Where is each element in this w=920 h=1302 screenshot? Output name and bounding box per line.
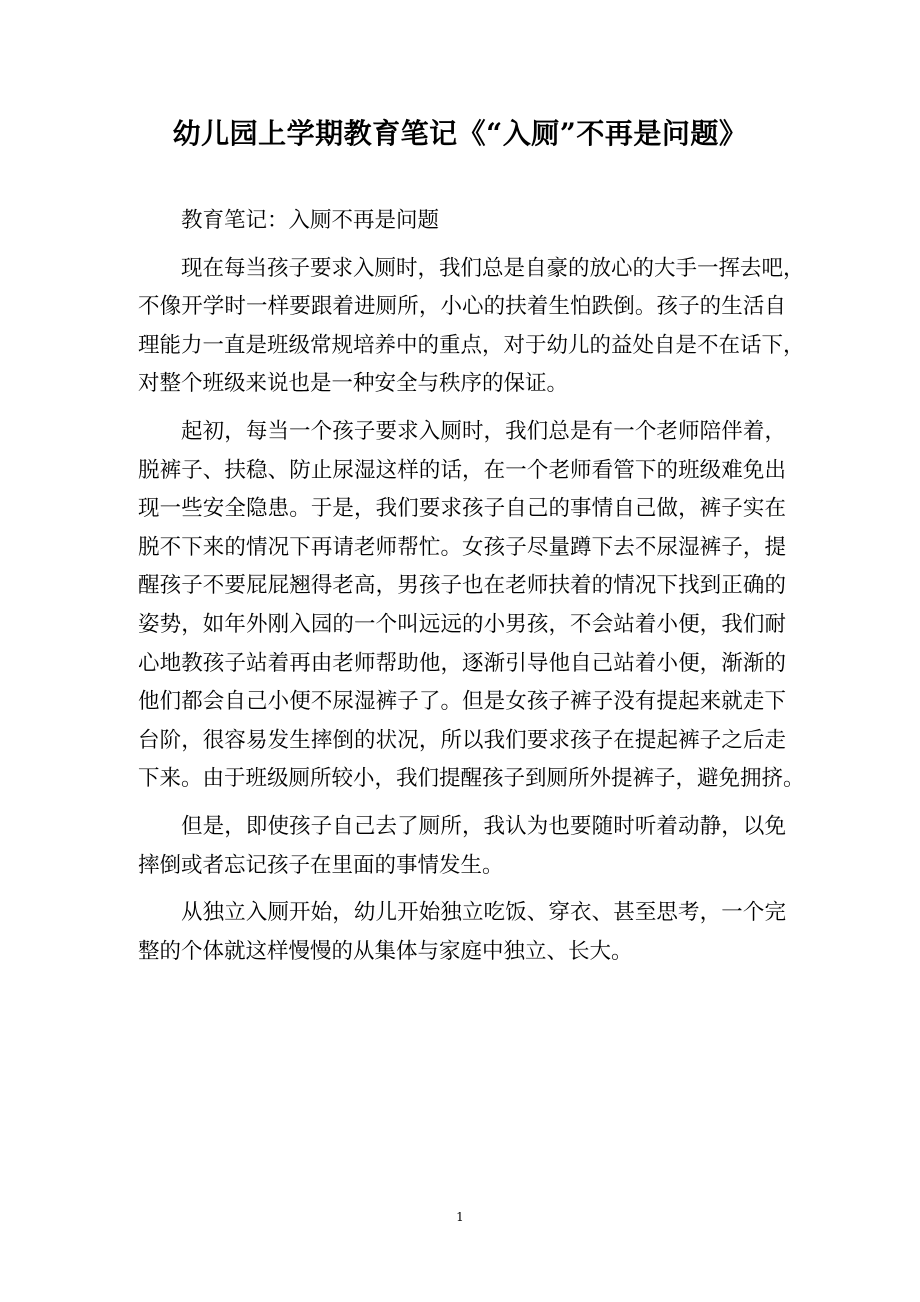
document-body (138, 202, 805, 980)
paragraph-line: 起初，每当一个孩子要求入厕时，我们总是有一个老师陪伴着， (181, 418, 786, 444)
paragraph (138, 413, 805, 799)
paragraph-line: 下来。由于班级厕所较小，我们提醒孩子到厕所外提裤子，避免拥挤。 (138, 766, 805, 792)
paragraph (138, 250, 805, 404)
section-heading (138, 202, 786, 241)
paragraph-line: 但是，即使孩子自己去了厕所，我认为也要随时听着动静，以免 (181, 813, 786, 839)
document-title: 幼儿园上学期教育笔记《“入厕”不再是问题》 (172, 117, 748, 150)
paragraph-line: 现在每当孩子要求入厕时，我们总是自豪的放心的大手一挥去吧， (181, 255, 805, 281)
paragraph-line: 脱裤子、扶稳、防止尿湿这样的话，在一个老师看管下的班级难免出 (138, 457, 786, 483)
paragraph-line: 姿势，如年外刚入园的一个叫远远的小男孩，不会站着小便，我们耐 (138, 611, 786, 637)
heading-text: 教育笔记：入厕不再是问题 (181, 208, 440, 233)
paragraph-line: 醒孩子不要屁屁翘得老高，男孩子也在老师扶着的情况下找到正确的 (138, 573, 786, 599)
paragraph-line: 台阶，很容易发生摔倒的状况，所以我们要求孩子在提起裤子之后走 (138, 727, 786, 753)
paragraph-line: 从独立入厕开始，幼儿开始独立吃饭、穿衣、甚至思考，一个完 (181, 900, 786, 926)
paragraph-line: 不像开学时一样要跟着进厕所，小心的扶着生怕跌倒。孩子的生活自 (138, 294, 786, 320)
paragraph-line: 脱不下来的情况下再请老师帮忙。女孩子尽量蹲下去不尿湿裤子，提 (138, 534, 786, 560)
paragraph-line: 对整个班级来说也是一种安全与秩序的保证。 (138, 371, 569, 397)
paragraph-line: 他们都会自己小便不尿湿裤子了。但是女孩子裤子没有提起来就走下 (138, 689, 786, 715)
page-number: 1 (456, 1210, 464, 1224)
paragraph-line: 理能力一直是班级常规培养中的重点，对于幼儿的益处自是不在话下， (138, 332, 805, 358)
paragraph (138, 894, 786, 971)
paragraph-line: 整的个体就这样慢慢的从集体与家庭中独立、长大。 (138, 938, 633, 964)
paragraph-line: 心地教孩子站着再由老师帮助他，逐渐引导他自己站着小便，渐渐的 (138, 650, 786, 676)
paragraph-line: 摔倒或者忘记孩子在里面的事情发生。 (138, 852, 504, 878)
paragraph (138, 808, 786, 885)
paragraph-line: 现一些安全隐患。于是，我们要求孩子自己的事情自己做，裤子实在 (138, 496, 786, 522)
